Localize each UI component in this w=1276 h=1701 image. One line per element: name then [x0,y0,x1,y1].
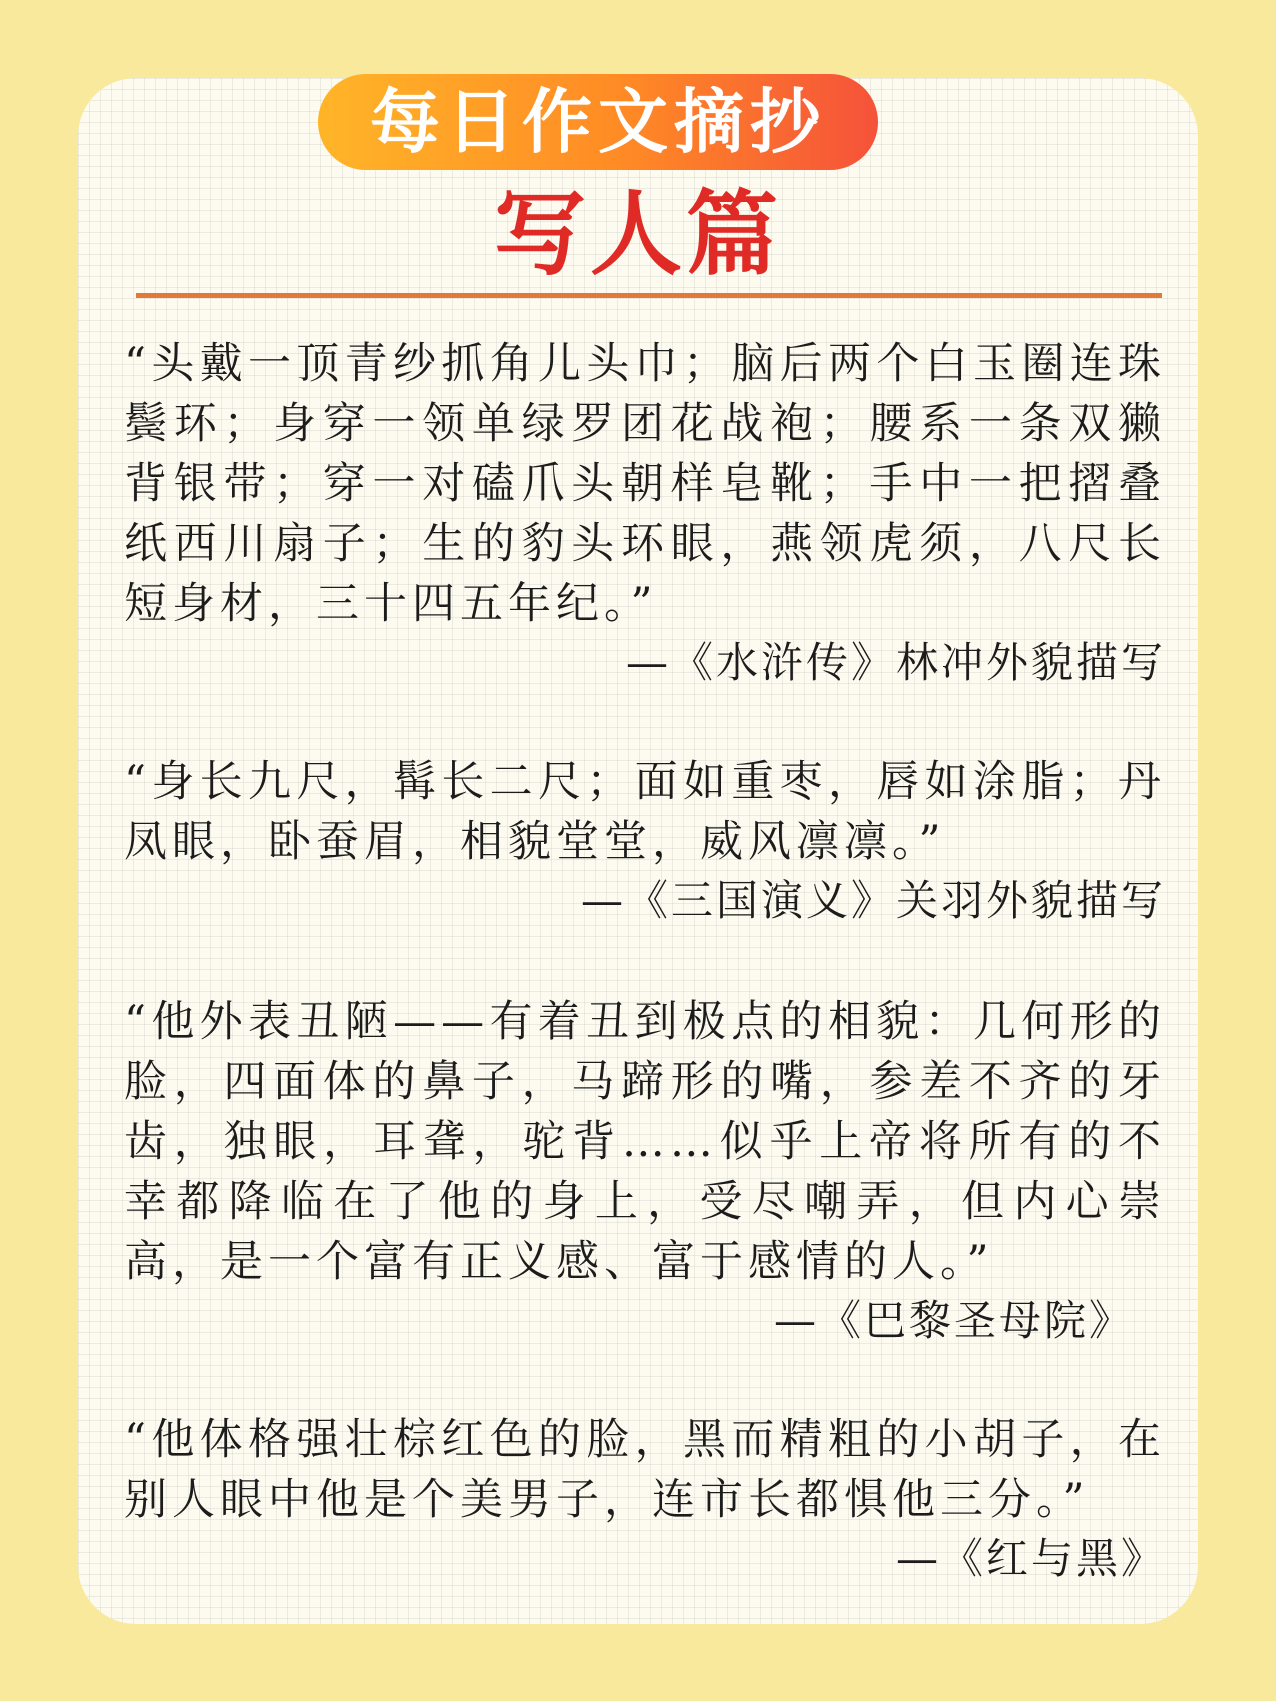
excerpt-source: —《三国演义》关羽外貌描写 [580,876,1166,925]
excerpt-block [124,334,1166,692]
excerpt-quote: “身长九尺，髯长二尺；面如重枣，唇如涂脂；丹凤眼，卧蚕眉，相貌堂堂，威风凛凛。” [124,757,1166,867]
page-subtitle: 写人篇 [493,181,782,288]
excerpt-source: —《红与黑》 [895,1534,1166,1583]
excerpt-source: —《水浒传》林冲外貌描写 [625,638,1166,687]
excerpt-quote: “头戴一顶青纱抓角儿头巾；脑后两个白玉圈连珠鬓环；身穿一领单绿罗团花战袍；腰系一条双獭背银带；穿一对磕爪头朝样皂靴；手中一把摺叠纸西川扇子；生的豹头环眼，燕领虎须，八尺长短身材，三十四五年纪。” [124,339,1166,629]
badge-title: 每日作文摘抄 [370,81,826,163]
excerpt-block [124,1410,1166,1588]
excerpt-block [124,752,1166,930]
excerpt-source: —《巴黎圣母院》 [773,1296,1134,1345]
header-divider [136,293,1162,298]
excerpt-block [124,992,1166,1350]
title-badge [318,74,878,170]
excerpt-quote: “他体格强壮棕红色的脸，黑而精粗的小胡子，在别人眼中他是个美男子，连市长都惧他三分。” [124,1415,1166,1525]
excerpt-quote: “他外表丑陋——有着丑到极点的相貌：几何形的脸，四面体的鼻子，马蹄形的嘴，参差不齐的牙齿，独眼，耳聋，驼背……似乎上帝将所有的不幸都降临在了他的身上，受尽嘲弄，但内心崇高，是一个富有正义感、富于感情的人。” [124,997,1166,1287]
